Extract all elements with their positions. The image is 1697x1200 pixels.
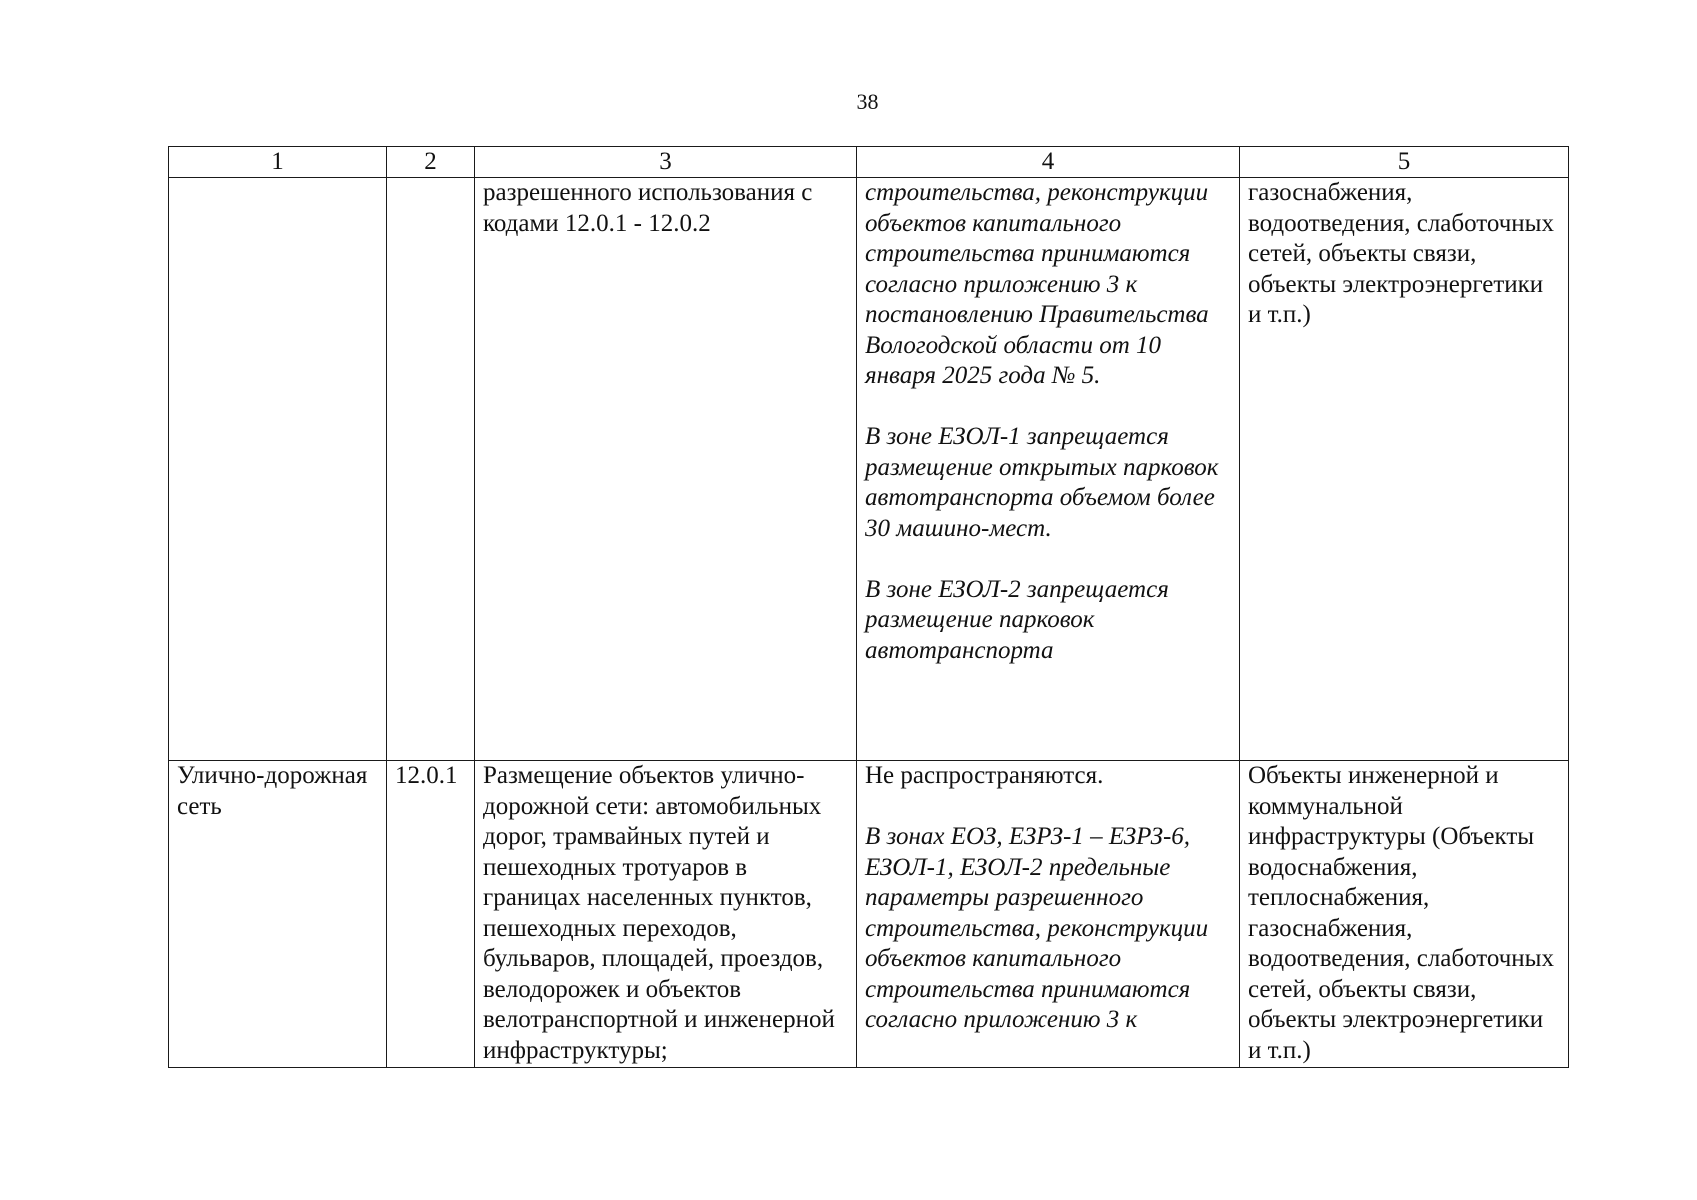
- parameters-paragraph: В зонах ЕОЗ, ЕЗРЗ-1 – ЕЗРЗ-6, ЕЗОЛ-1, ЕЗОЛ-2 предельные параметры разрешенного строительства, реконструкции объектов капитального строительства принимаются согласно приложению 3 к: [865, 823, 1209, 1033]
- parameters-paragraph: В зоне ЕЗОЛ-2 запрещается размещение парковок автотранспорта: [865, 575, 1169, 664]
- auxiliary-uses-cell: Объекты инженерной и коммунальной инфраструктуры (Объекты водоснабжения, теплоснабжения, газоснабжения, водоотведения, слаботочных сетей, объекты связи, объекты электроэнергетики и т.п.): [1240, 761, 1569, 1068]
- use-description-cell: разрешенного использования с кодами 12.0.1 - 12.0.2: [475, 178, 857, 761]
- column-header-2: 2: [387, 147, 475, 178]
- table-row: [169, 761, 1569, 1068]
- column-header-3: 3: [475, 147, 857, 178]
- table-header-row: [169, 147, 1569, 178]
- column-header-1: 1: [169, 147, 387, 178]
- use-code-cell: [387, 178, 475, 761]
- column-header-5: 5: [1240, 147, 1569, 178]
- use-name-cell: Улично-дорожная сеть: [169, 761, 387, 1068]
- zoning-table: [168, 146, 1569, 1068]
- use-description-cell: Размещение объектов улично-дорожной сети: автомобильных дорог, трамвайных путей и пешеходных тротуаров в границах населенных пунктов, пешеходных переходов, бульваров, площадей, проездов, велодорожек и объектов велотранспортной и инженерной инфраструктуры;: [475, 761, 857, 1068]
- page-number: 38: [856, 89, 879, 114]
- column-header-4: 4: [857, 147, 1240, 178]
- parameters-paragraph: В зоне ЕЗОЛ-1 запрещается размещение открытых парковок автотранспорта объемом более 30 машино-мест.: [865, 423, 1219, 542]
- parameters-cell: [857, 178, 1240, 761]
- parameters-paragraph: Не распространяются.: [865, 762, 1104, 789]
- parameters-cell: [857, 761, 1240, 1068]
- parameters-paragraph: строительства, реконструкции объектов капитального строительства принимаются согласно приложению 3 к постановлению Правительства Вологодской области от 10 января 2025 года № 5.: [865, 179, 1209, 389]
- use-code-cell: 12.0.1: [387, 761, 475, 1068]
- table-row: [169, 178, 1569, 761]
- use-name-cell: [169, 178, 387, 761]
- auxiliary-uses-cell: газоснабжения, водоотведения, слаботочных сетей, объекты связи, объекты электроэнергетики и т.п.): [1240, 178, 1569, 761]
